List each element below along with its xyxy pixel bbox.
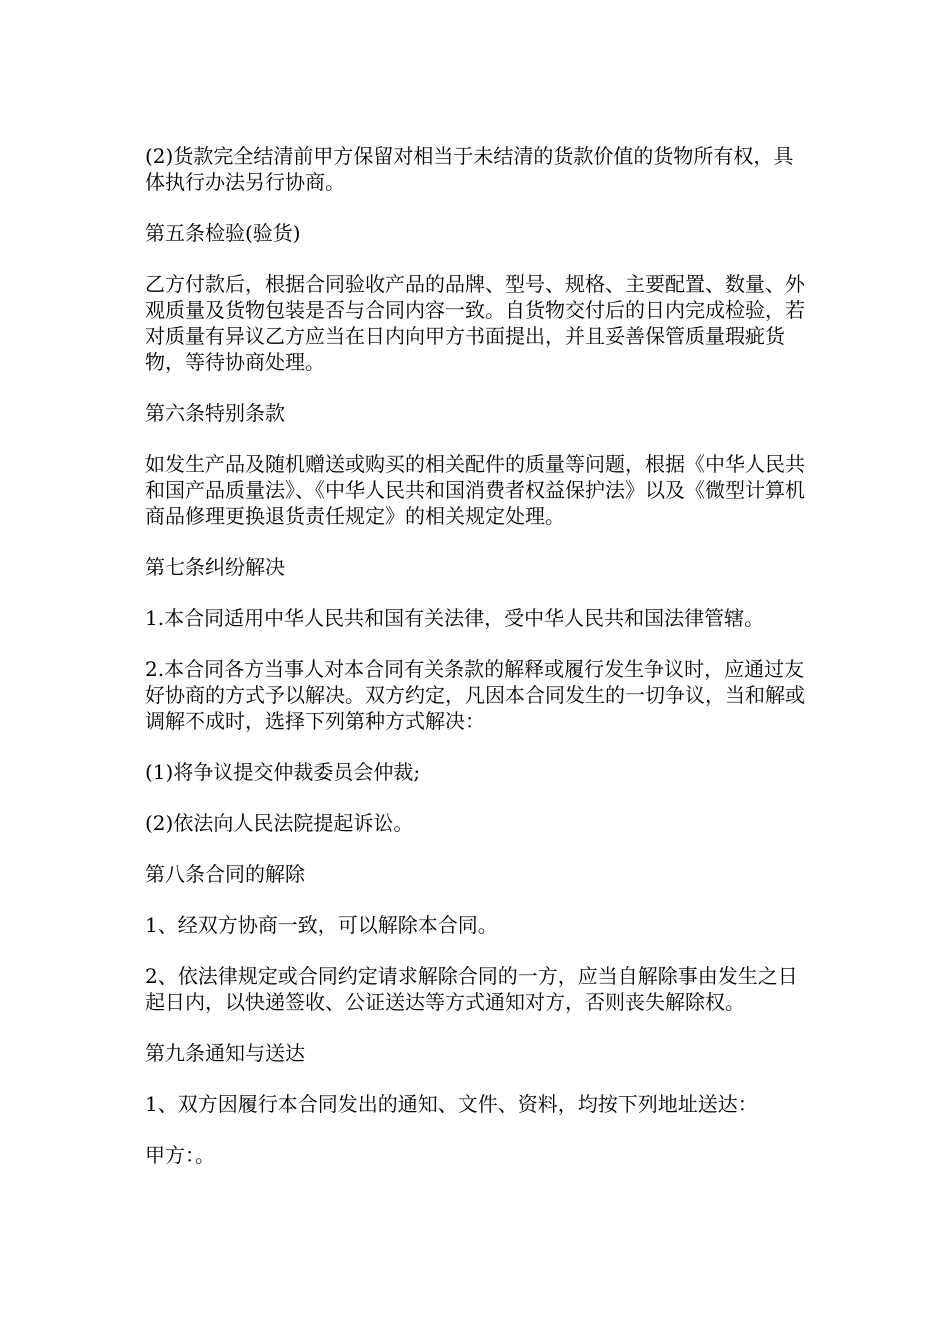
paragraph-mutual-termination: 1、经双方协商一致，可以解除本合同。	[145, 913, 498, 937]
heading-article-8: 第八条合同的解除	[145, 862, 305, 886]
paragraph-ownership-retention: (2)货款完全结清前甲方保留对相当于未结清的货款价值的货物所有权，具体执行办法另行协商。	[145, 144, 794, 194]
heading-article-6: 第六条特别条款	[145, 401, 285, 425]
paragraph-arbitration-option: (1)将争议提交仲裁委员会仲裁;	[145, 760, 421, 784]
paragraph-termination-notice: 2、依法律规定或合同约定请求解除合同的一方，应当自解除事由发生之日起日内，以快递签收、公证送达等方式通知对方，否则丧失解除权。	[145, 964, 798, 1014]
heading-article-5: 第五条检验(验货)	[145, 221, 301, 245]
heading-article-7: 第七条纠纷解决	[145, 555, 285, 579]
paragraph-inspection: 乙方付款后，根据合同验收产品的品牌、型号、规格、主要配置、数量、外观质量及货物包装是否与合同内容一致。自货物交付后的日内完成检验，若对质量有异议乙方应当在日内向甲方书面提出，并且妥善保管质量瑕疵货物，等待协商处理。	[145, 272, 805, 374]
document-body	[145, 143, 810, 1193]
paragraph-applicable-law: 1.本合同适用中华人民共和国有关法律，受中华人民共和国法律管辖。	[145, 606, 765, 630]
paragraph-dispute-resolution: 2.本合同各方当事人对本合同有关条款的解释或履行发生争议时，应通过友好协商的方式予以解决。双方约定，凡因本合同发生的一切争议，当和解或调解不成时，选择下列第种方式解决：	[145, 657, 805, 733]
paragraph-party-a-address: 甲方：。	[145, 1143, 215, 1167]
paragraph-special-terms: 如发生产品及随机赠送或购买的相关配件的质量等问题，根据《中华人民共和国产品质量法》、《中华人民共和国消费者权益保护法》以及《微型计算机商品修理更换退货责任规定》的相关规定处理。	[145, 452, 805, 528]
paragraph-notice-delivery: 1、双方因履行本合同发出的通知、文件、资料，均按下列地址送达：	[145, 1092, 758, 1116]
heading-article-9: 第九条通知与送达	[145, 1041, 305, 1065]
paragraph-litigation-option: (2)依法向人民法院提起诉讼。	[145, 811, 414, 835]
